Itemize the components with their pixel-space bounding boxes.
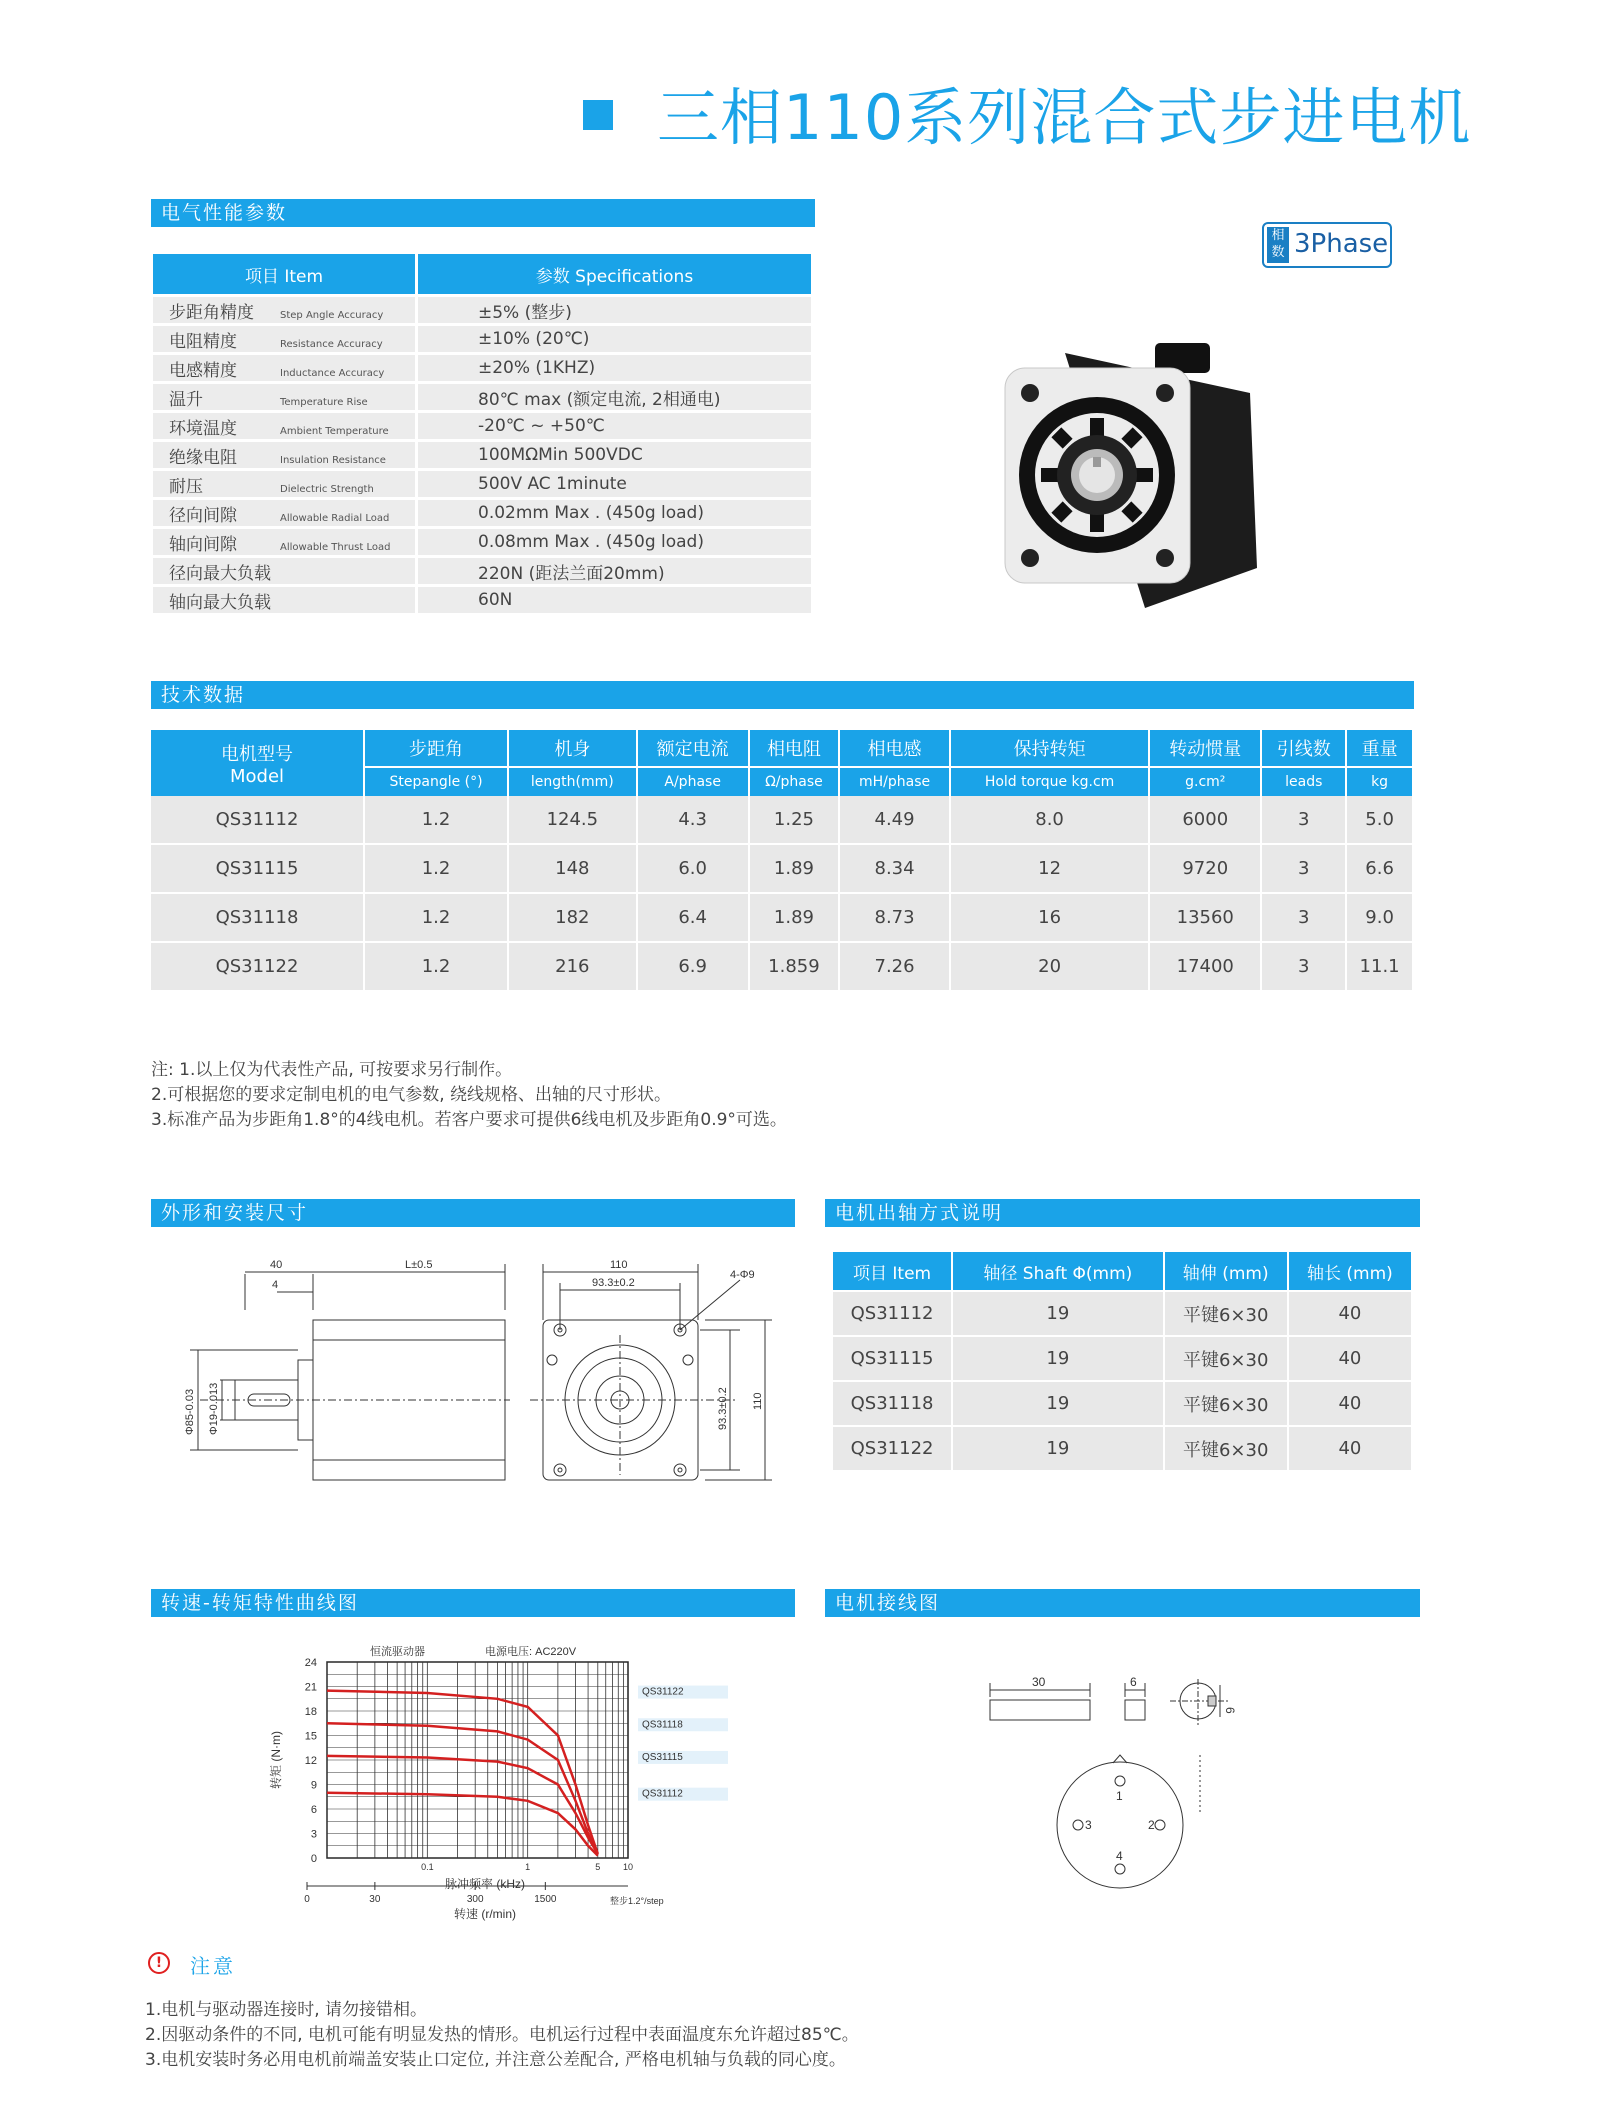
electrical-item (153, 500, 418, 529)
tech-cell: 1.89 (750, 894, 840, 943)
shaft-cell: 40 (1289, 1292, 1413, 1337)
electrical-value: ±10% (20℃) (418, 326, 811, 355)
phase-badge-tag: 相数 (1267, 227, 1289, 263)
y-tick-label: 18 (304, 1706, 317, 1718)
dim-v93: 93.3±0.2 (717, 1387, 729, 1430)
section-wiring: 电机接线图 (825, 1589, 1420, 1617)
dim-holes: 4-Φ9 (730, 1269, 755, 1281)
pin-2: 2 (1148, 1818, 1155, 1832)
tech-cell: 6.4 (638, 894, 750, 943)
pin-4: 4 (1116, 1849, 1123, 1863)
shaft-cell: 40 (1289, 1337, 1413, 1382)
attention-list (145, 1998, 859, 2073)
attention-item: 2.因驱动条件的不同, 电机可能有明显发热的情形。电机运行过程中表面温度东允许超过85℃。 (145, 2025, 859, 2045)
electrical-row (153, 442, 811, 471)
shaft-table (833, 1252, 1413, 1472)
tech-row (151, 796, 1414, 845)
tech-cell: 124.5 (509, 796, 638, 845)
tech-cell: 17400 (1150, 943, 1262, 992)
electrical-item-zh: 径向间隙 (169, 505, 237, 526)
wiring-dim-6a: 6 (1130, 1675, 1137, 1689)
electrical-item (153, 558, 418, 587)
tech-cell: 3 (1262, 894, 1347, 943)
electrical-row (153, 355, 811, 384)
shaft-cell: QS31115 (833, 1337, 953, 1382)
legend-label: QS31112 (642, 1788, 683, 1800)
shaft-cell: 19 (953, 1382, 1164, 1427)
tech-cell: 1.2 (365, 943, 509, 992)
shaft-header: 轴伸 (mm) (1165, 1252, 1289, 1292)
tech-header: 保持转矩 (951, 730, 1150, 766)
electrical-table (153, 254, 811, 616)
tech-table (151, 730, 1414, 992)
electrical-item-en: Allowable Radial Load (280, 512, 390, 524)
electrical-row (153, 297, 811, 326)
tech-header: 引线数 (1262, 730, 1347, 766)
tech-row (151, 943, 1414, 992)
electrical-item-en: Step Angle Accuracy (280, 309, 384, 321)
tech-unit: length(mm) (509, 766, 638, 796)
pin-1: 1 (1116, 1789, 1123, 1803)
shaft-header: 轴长 (mm) (1289, 1252, 1413, 1292)
tech-cell: 12 (951, 845, 1150, 894)
phase-badge (1262, 222, 1392, 268)
shaft-row (833, 1337, 1413, 1382)
tech-cell: 3 (1262, 845, 1347, 894)
shaft-cell: 40 (1289, 1382, 1413, 1427)
page-title: 三相110系列混合式步进电机 (657, 81, 1472, 154)
electrical-item (153, 529, 418, 558)
tech-cell: 3 (1262, 943, 1347, 992)
tech-header: 转动惯量 (1150, 730, 1262, 766)
dim-40: 40 (270, 1259, 283, 1271)
y-tick-label: 9 (310, 1779, 317, 1792)
x2-tick-label: 30 (369, 1894, 381, 1905)
tech-cell: 3 (1262, 796, 1347, 845)
tech-cell: 6.0 (638, 845, 750, 894)
electrical-item (153, 326, 418, 355)
tech-cell: 1.25 (750, 796, 840, 845)
wiring-diagram (970, 1655, 1270, 1915)
x2-tick-label: 300 (466, 1894, 484, 1905)
shaft-cell: 平键6×30 (1165, 1382, 1289, 1427)
shaft-row (833, 1382, 1413, 1427)
electrical-item-en: Temperature Rise (280, 396, 368, 408)
y-tick-label: 6 (310, 1804, 317, 1816)
note-item: 3.标准产品为步距角1.8°的4线电机。若客户要求可提供6线电机及步距角0.9°可选。 (151, 1110, 787, 1130)
note-item: 2.可根据您的要求定制电机的电气参数, 绕线规格、出轴的尺寸形状。 (151, 1085, 672, 1105)
electrical-row (153, 587, 811, 616)
pin-3: 3 (1085, 1818, 1092, 1832)
y-tick-label: 15 (304, 1730, 317, 1743)
shaft-cell: QS31118 (833, 1382, 953, 1427)
chart-annotation: 恒流驱动器 (370, 1646, 425, 1658)
electrical-value: 0.08mm Max . (450g load) (418, 529, 811, 558)
electrical-row (153, 500, 811, 529)
electrical-value: ±5% (整步) (418, 297, 811, 326)
electrical-item-zh: 环境温度 (169, 418, 237, 439)
electrical-item-en: Inductance Accuracy (280, 367, 385, 379)
shaft-header: 项目 Item (833, 1252, 953, 1292)
electrical-item (153, 355, 418, 384)
shaft-row (833, 1427, 1413, 1472)
electrical-value: 0.02mm Max . (450g load) (418, 500, 811, 529)
tech-cell: 1.2 (365, 845, 509, 894)
tech-cell: QS31118 (151, 894, 365, 943)
electrical-row (153, 558, 811, 587)
y-tick-label: 3 (310, 1828, 317, 1841)
dim-phi19: Φ19-0.013 (208, 1382, 220, 1435)
electrical-value: 80℃ max (额定电流, 2相通电) (418, 384, 811, 413)
electrical-header-item: 项目 Item (153, 254, 418, 297)
x-axis-label: 脉冲频率 (kHz) (445, 1877, 525, 1891)
electrical-item-en: Allowable Thrust Load (280, 541, 391, 553)
tech-cell: 1.89 (750, 845, 840, 894)
dimension-drawing (160, 1250, 785, 1490)
electrical-item-zh: 绝缘电阻 (169, 447, 237, 468)
tech-header: 步距角 (365, 730, 509, 766)
tech-header: 重量 (1347, 730, 1414, 766)
shaft-cell: 40 (1289, 1427, 1413, 1472)
tech-row (151, 894, 1414, 943)
electrical-item (153, 471, 418, 500)
tech-cell: 6.6 (1347, 845, 1414, 894)
tech-cell: 4.49 (840, 796, 951, 845)
tech-cell: QS31115 (151, 845, 365, 894)
dim-110: 110 (610, 1259, 628, 1271)
electrical-row (153, 471, 811, 500)
tech-cell: 1.2 (365, 796, 509, 845)
shaft-cell: 平键6×30 (1165, 1427, 1289, 1472)
tech-cell: 182 (509, 894, 638, 943)
attention-item: 3.电机安装时务必用电机前端盖安装止口定位, 并注意公差配合, 严格电机轴与负载的同心度。 (145, 2050, 846, 2070)
tech-row (151, 845, 1414, 894)
x2-tick-label: 1500 (534, 1894, 557, 1905)
tech-header-model-en: Model (229, 765, 285, 787)
tech-cell: 9720 (1150, 845, 1262, 894)
legend-label: QS31122 (642, 1686, 684, 1698)
tech-unit: A/phase (638, 766, 750, 796)
electrical-item-zh: 耐压 (169, 476, 203, 497)
tech-unit: Ω/phase (750, 766, 840, 796)
shaft-header: 轴径 Shaft Φ(mm) (953, 1252, 1164, 1292)
x-tick-label: 5 (595, 1862, 601, 1872)
electrical-row (153, 529, 811, 558)
tech-cell: 1.859 (750, 943, 840, 992)
shaft-cell: QS31112 (833, 1292, 953, 1337)
tech-cell: QS31112 (151, 796, 365, 845)
tech-cell: QS31122 (151, 943, 365, 992)
shaft-cell: 19 (953, 1337, 1164, 1382)
phase-badge-value: 3Phase (1294, 229, 1389, 259)
electrical-item-en: Dielectric Strength (280, 483, 374, 495)
shaft-cell: 19 (953, 1427, 1164, 1472)
electrical-item-zh: 步距角精度 (169, 302, 254, 323)
legend-label: QS31115 (642, 1751, 683, 1763)
dim-phi85: Φ85-0.03 (184, 1388, 196, 1435)
y-axis-label: 转矩 (N·m) (269, 1731, 283, 1789)
tech-unit: Stepangle (°) (365, 766, 509, 796)
title-marker (583, 100, 613, 130)
tech-unit: g.cm² (1150, 766, 1262, 796)
dim-4: 4 (272, 1279, 279, 1291)
tech-header: 机身 (509, 730, 638, 766)
electrical-value: 500V AC 1minute (418, 471, 811, 500)
tech-cell: 1.2 (365, 894, 509, 943)
tech-cell: 8.73 (840, 894, 951, 943)
tech-cell: 5.0 (1347, 796, 1414, 845)
attention-item: 1.电机与驱动器连接时, 请勿接错相。 (145, 2000, 428, 2020)
electrical-item-zh: 电阻精度 (169, 331, 237, 352)
electrical-item (153, 587, 418, 616)
tech-cell: 216 (509, 943, 638, 992)
electrical-item-en: Resistance Accuracy (280, 338, 383, 350)
x-tick-label: 0.1 (421, 1862, 434, 1872)
motor-photo (995, 338, 1265, 618)
dim-93: 93.3±0.2 (592, 1277, 635, 1289)
shaft-cell: 平键6×30 (1165, 1292, 1289, 1337)
tech-cell: 4.3 (638, 796, 750, 845)
shaft-cell: 19 (953, 1292, 1164, 1337)
tech-cell: 6000 (1150, 796, 1262, 845)
y-tick-label: 21 (304, 1681, 317, 1694)
dim-length: L±0.5 (405, 1259, 433, 1271)
electrical-value: ±20% (1KHZ) (418, 355, 811, 384)
electrical-row (153, 326, 811, 355)
electrical-item (153, 442, 418, 471)
tech-cell: 11.1 (1347, 943, 1414, 992)
electrical-item (153, 384, 418, 413)
electrical-item-zh: 径向最大负载 (169, 563, 271, 584)
dim-v110: 110 (752, 1392, 764, 1410)
tech-header: 相电阻 (750, 730, 840, 766)
shaft-cell: 平键6×30 (1165, 1337, 1289, 1382)
tech-cell: 8.0 (951, 796, 1150, 845)
section-electrical: 电气性能参数 (151, 199, 815, 227)
electrical-row (153, 413, 811, 442)
tech-header-model (151, 730, 365, 796)
tech-header: 额定电流 (638, 730, 750, 766)
electrical-value: 60N (418, 587, 811, 616)
tech-unit: Hold torque kg.cm (951, 766, 1150, 796)
tech-cell: 8.34 (840, 845, 951, 894)
chart-annotation: 电源电压: AC220V (485, 1646, 577, 1658)
tech-cell: 16 (951, 894, 1150, 943)
x2-axis-label: 转速 (r/min) (454, 1907, 516, 1921)
electrical-header-spec: 参数 Specifications (418, 254, 811, 297)
electrical-row (153, 384, 811, 413)
wiring-dim-6b: 6 (1223, 1707, 1237, 1714)
chart-annotation: 整步1.2°/step (610, 1896, 664, 1906)
electrical-value: 100MΩMin 500VDC (418, 442, 811, 471)
section-tech: 技术数据 (151, 681, 1414, 709)
y-tick-label: 24 (304, 1657, 317, 1669)
electrical-item-zh: 轴向最大负载 (169, 592, 271, 613)
electrical-item-zh: 电感精度 (169, 360, 237, 381)
section-dimensions: 外形和安装尺寸 (151, 1199, 795, 1227)
tech-cell: 9.0 (1347, 894, 1414, 943)
note-item: 注: 1.以上仅为代表性产品, 可按要求另行制作。 (151, 1060, 513, 1080)
tech-unit: kg (1347, 766, 1414, 796)
tech-header-model-zh: 电机型号 (221, 743, 293, 765)
tech-unit: mH/phase (840, 766, 951, 796)
electrical-value: 220N (距法兰面20mm) (418, 558, 811, 587)
legend-label: QS31118 (642, 1719, 683, 1731)
electrical-item (153, 413, 418, 442)
warning-icon: ! (148, 1952, 170, 1974)
notes (151, 1058, 787, 1133)
section-curve: 转速-转矩特性曲线图 (151, 1589, 795, 1617)
tech-unit: leads (1262, 766, 1347, 796)
electrical-item-en: Ambient Temperature (280, 425, 389, 437)
x2-tick-label: 0 (304, 1894, 310, 1905)
section-shaft: 电机出轴方式说明 (825, 1199, 1420, 1227)
shaft-row (833, 1292, 1413, 1337)
x-tick-label: 10 (622, 1862, 634, 1872)
torque-speed-chart (150, 1640, 780, 1960)
electrical-item-zh: 轴向间隙 (169, 534, 237, 555)
tech-header: 相电感 (840, 730, 951, 766)
tech-cell: 13560 (1150, 894, 1262, 943)
y-tick-label: 12 (304, 1755, 317, 1767)
electrical-item-zh: 温升 (169, 389, 203, 410)
electrical-item (153, 297, 418, 326)
tech-cell: 20 (951, 943, 1150, 992)
shaft-cell: QS31122 (833, 1427, 953, 1472)
tech-cell: 7.26 (840, 943, 951, 992)
x-tick-label: 1 (525, 1862, 531, 1872)
tech-cell: 6.9 (638, 943, 750, 992)
tech-cell: 148 (509, 845, 638, 894)
electrical-value: -20℃ ~ +50℃ (418, 413, 811, 442)
wiring-dim-30: 30 (1032, 1675, 1046, 1689)
attention-title: 注意 (190, 1954, 236, 1978)
y-tick-label: 0 (310, 1853, 317, 1865)
electrical-item-en: Insulation Resistance (280, 454, 386, 466)
